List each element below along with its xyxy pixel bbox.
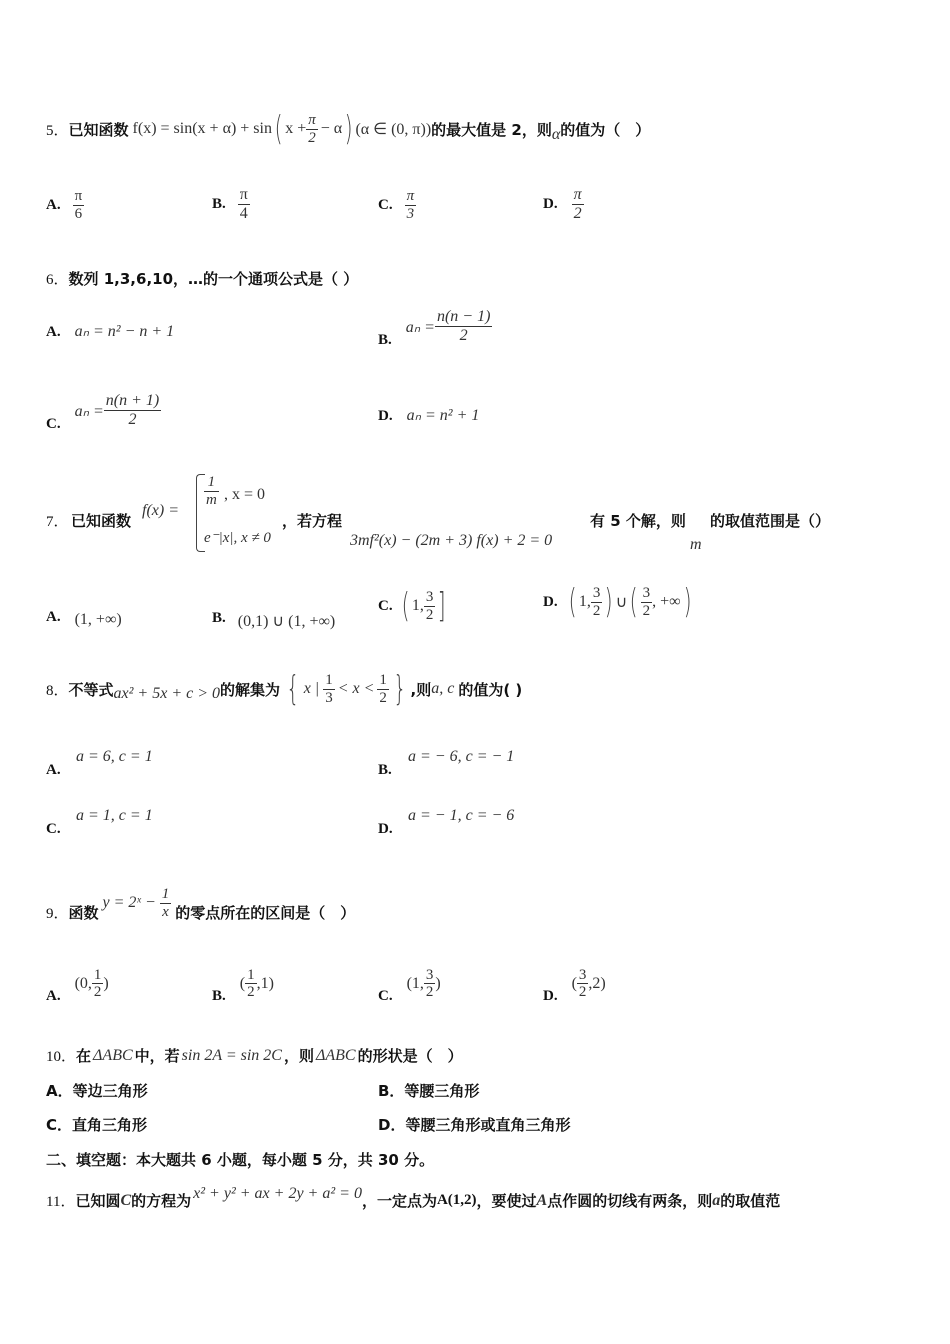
q7-option-a[interactable]: A. (1, +∞) [46,608,122,628]
q5-stem: 5． 已知函数 f(x) = sin(x + α) + sin ( x + $\frac{\pi}{2}$ − α ) (α ∈ (0, π)) 的最大值是 2，则 α 的值为（ ） [46,109,651,149]
q9-option-b[interactable]: B. ( $\frac{1}{2}$ ,1) [212,966,274,1004]
q10-option-b[interactable]: B．等腰三角形 [378,1082,480,1100]
q9-option-a[interactable]: A. (0, $\frac{1}{2}$ ) [46,966,109,1004]
fraction: $\frac{\pi}{6}$ [74,188,83,222]
fraction: $\frac{3}{2}$ [425,966,434,1000]
fraction: $\frac{1}{x}$ [161,886,170,920]
fraction: $\frac{3}{2}$ [578,966,587,1000]
fraction: $\frac{\pi}{2}$ [573,186,582,222]
q8-stem: 8． 不等式 ax² + 5x + c > 0 的解集为 { x | $\frac{1}{3}$ < x < $\frac{1}{2}$ } ,则 a, c 的值为( ) [46,669,523,709]
q10-stem: 10． 在 ΔABC 中，若 sin 2A = sin 2C ，则 ΔABC 的形状是（ ） [46,1046,463,1065]
fraction: $\frac{1}{2}$ [379,672,387,706]
q6-option-d[interactable]: D. aₙ = n² + 1 [378,406,480,424]
fraction: $\frac{1}{3}$ [325,672,333,706]
fraction: $\frac{1}{m}$ [206,474,217,508]
q10-option-d[interactable]: D．等腰三角形或直角三角形 [378,1116,571,1134]
section-heading: 二、填空题：本大题共 6 小题，每小题 5 分，共 30 分。 [46,1151,435,1169]
q5-formula: f(x) = sin(x + α) + sin [132,120,272,137]
q7-option-c[interactable]: C. ( 1, $\frac{3}{2}$ ] [378,586,446,626]
fraction: $\frac{\pi}{4}$ [239,186,248,222]
q7-stem: 7． 已知函数 f(x) = $\frac{1}{m}$ , x = 0 e⁻|x|, x ≠ 0 ，若方程 3mf²(x) − (2m + 3) f(x) + 2 = 0 有 5 个解，则 m 的取值范围是（） [46,474,831,553]
q9-option-c[interactable]: C. (1, $\frac{3}{2}$ ) [378,966,441,1004]
q9-stem: 9． 函数 y = 2ˣ − $\frac{1}{x}$ 的零点所在的区间是（ ） [46,886,356,922]
q10-option-a[interactable]: A．等边三角形 [46,1082,148,1100]
q7-option-d[interactable]: D. ( 1, $\frac{3}{2}$ ) ∪ ( $\frac{3}{2}$ , +∞ ) [543,582,692,622]
fraction: $\frac{3}{2}$ [642,585,651,619]
fraction: $\frac{\pi}{3}$ [406,188,415,222]
fraction: $\frac{n(n - 1)}{2}$ [436,308,491,344]
q7-option-b[interactable]: B. (0,1) ∪ (1, +∞) [212,609,336,630]
q5-option-d[interactable]: D. $\frac{\pi}{2}$ [543,186,582,222]
fraction: $\frac{3}{2}$ [592,585,601,619]
q6-option-b[interactable]: B. aₙ = $\frac{n(n - 1)}{2}$ [378,308,491,348]
q9-option-d[interactable]: D. ( $\frac{3}{2}$ ,2) [543,966,606,1004]
q10-option-c[interactable]: C．直角三角形 [46,1116,148,1134]
fraction: $\frac{3}{2}$ [425,589,434,623]
q5-option-a[interactable]: A. $\frac{\pi}{6}$ [46,188,83,222]
q6-option-a[interactable]: A. aₙ = n² − n + 1 [46,322,175,340]
q7-equation: 3mf²(x) − (2m + 3) f(x) + 2 = 0 [350,532,553,549]
fraction: $\frac{1}{2}$ [247,966,255,1000]
fraction: $\frac{n(n + 1)}{2}$ [105,392,160,428]
q5-option-b[interactable]: B. $\frac{\pi}{4}$ [212,186,248,222]
q11-stem: 11． 已知圆 C 的方程为 x² + y² + ax + 2y + a² = 0 ，一定点为 A(1,2) ，要使过 A 点作圆的切线有两条，则 a 的取值范 [46,1184,781,1210]
q6-option-c[interactable]: C. aₙ = $\frac{n(n + 1)}{2}$ [46,392,160,432]
fraction: $\frac{\pi}{2}$ [308,112,316,146]
q5-option-c[interactable]: C. $\frac{\pi}{3}$ [378,188,415,222]
fraction: $\frac{1}{2}$ [93,966,102,1000]
q5-number: 5． [46,122,69,139]
q6-stem: 6．数列 1,3,6,10，…的一个通项公式是（ ） [46,270,359,288]
